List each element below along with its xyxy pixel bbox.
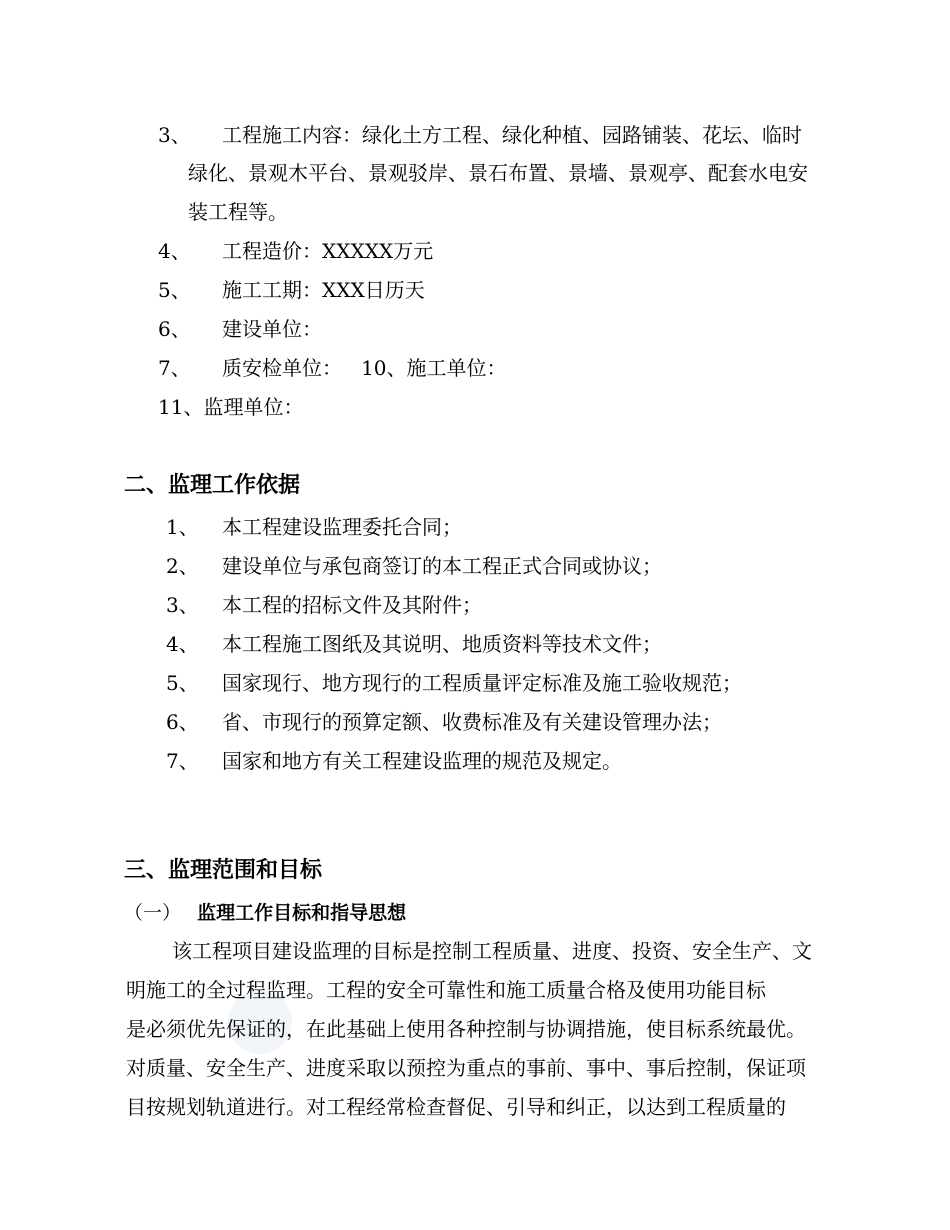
basis-item — [0, 553, 950, 579]
info-item-3-continuation: 绿化、景观木平台、景观驳岸、景石布置、景墙、景观亭、配套水电安 — [188, 161, 808, 185]
basis-item-text: 建设单位与承包商签订的本工程正式合同或协议； — [222, 554, 662, 578]
basis-item-number: 4、 — [166, 632, 199, 656]
basis-item — [0, 709, 950, 735]
info-item-11: 11、监理单位： — [158, 395, 304, 419]
basis-item-text: 本工程施工图纸及其说明、地质资料等技术文件； — [222, 632, 662, 656]
subsection-title: 监理工作目标和指导思想 — [197, 902, 407, 924]
basis-item — [0, 592, 950, 618]
basis-item-number: 2、 — [166, 554, 199, 578]
info-item-text: 施工工期：XXX日历天 — [222, 278, 425, 302]
basis-item-text: 国家和地方有关工程建设监理的规范及规定。 — [222, 749, 622, 773]
section-heading: 二、监理工作依据 — [124, 473, 301, 498]
info-item-3-continuation: 装工程等。 — [188, 200, 288, 224]
subsection-heading — [124, 900, 406, 926]
info-item-number: 5、 — [158, 278, 191, 302]
info-item-number: 7、 — [158, 356, 191, 380]
info-item-5 — [0, 277, 950, 303]
section-heading: 三、监理范围和目标 — [124, 858, 323, 883]
basis-item — [0, 631, 950, 657]
subsection-marker: （一） — [124, 902, 182, 924]
basis-item-text: 本工程建设监理委托合同； — [222, 515, 462, 539]
info-item-text: 质安检单位： 10、施工单位： — [222, 356, 507, 380]
info-item-6 — [0, 316, 950, 342]
basis-item-number: 5、 — [166, 671, 199, 695]
basis-item-text: 本工程的招标文件及其附件； — [222, 593, 482, 617]
basis-item-number: 1、 — [166, 515, 199, 539]
basis-item-text: 省、市现行的预算定额、收费标准及有关建设管理办法； — [222, 710, 722, 734]
basis-item-number: 3、 — [166, 593, 199, 617]
paragraph-line: 该工程项目建设监理的目标是控制工程质量、进度、投资、安全生产、文 — [172, 939, 812, 963]
info-item-4 — [0, 238, 950, 264]
paragraph-line: 明施工的全过程监理。工程的安全可靠性和施工质量合格及使用功能目标 — [126, 978, 766, 1002]
info-item-text: 建设单位： — [222, 317, 322, 341]
paragraph-line: 对质量、安全生产、进度采取以预控为重点的事前、事中、事后控制，保证项 — [126, 1056, 806, 1080]
info-item-text: 工程施工内容：绿化土方工程、绿化种植、园路铺装、花坛、临时 — [222, 123, 802, 147]
paragraph-line: 目按规划轨道进行。对工程经常检查督促、引导和纠正，以达到工程质量的 — [126, 1095, 786, 1119]
info-item-text: 工程造价：XXXXX万元 — [222, 239, 434, 263]
basis-item-number: 6、 — [166, 710, 199, 734]
info-item-3 — [0, 122, 950, 148]
info-item-number: 4、 — [158, 239, 191, 263]
basis-item — [0, 670, 950, 696]
basis-item — [0, 748, 950, 774]
info-item-number: 3、 — [158, 123, 191, 147]
info-item-7 — [0, 355, 950, 381]
info-item-number: 6、 — [158, 317, 191, 341]
paragraph-line: 是必须优先保证的，在此基础上使用各种控制与协调措施，使目标系统最优。 — [126, 1017, 806, 1041]
basis-item — [0, 514, 950, 540]
basis-item-number: 7、 — [166, 749, 199, 773]
basis-item-text: 国家现行、地方现行的工程质量评定标准及施工验收规范； — [222, 671, 742, 695]
